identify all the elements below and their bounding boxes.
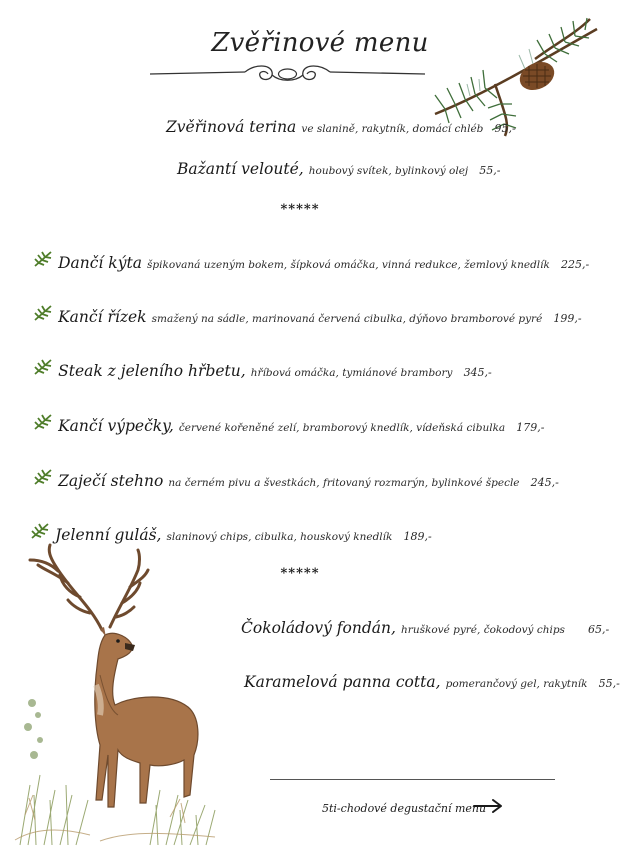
tasting-menu-link[interactable]: 5ti-chodové degustační menu: [322, 802, 487, 815]
arrow-right-icon[interactable]: [474, 798, 504, 814]
dish-price: 65,-: [588, 623, 610, 636]
dish-price: 95,-: [494, 122, 516, 135]
main-item: [33, 304, 582, 326]
dish-description: červené kořeněné zelí, bramborový knedlík, vídeňská cibulka: [178, 422, 506, 434]
dish-name: Steak z jeleního hřbetu,: [58, 362, 246, 380]
section-separator: *****: [280, 566, 320, 581]
dish-price: 345,-: [463, 366, 492, 379]
dish-name: Zaječí stehno: [58, 472, 164, 490]
dish-name: Zvěřinová terina: [166, 118, 297, 136]
dish-description: smažený na sádle, marinovaná červená cibulka, dýňovo bramborové pyré: [151, 313, 543, 325]
dish-price: 189,-: [403, 530, 432, 543]
menu-title: Zvěřinové menu: [211, 28, 429, 58]
section-separator: *****: [280, 202, 320, 217]
dish-name: Čokoládový fondán,: [241, 619, 396, 637]
dessert-item: [244, 672, 620, 691]
main-item: [33, 250, 589, 272]
dish-description: hruškové pyré, čokodový chips: [401, 624, 565, 636]
main-item: [33, 358, 492, 380]
leaf-bullet-icon: [33, 250, 53, 268]
dish-price: 55,-: [479, 164, 501, 177]
dish-price: 55,-: [598, 677, 620, 690]
deer-illustration: [10, 545, 220, 845]
dish-price: 245,-: [530, 476, 559, 489]
dish-description: slaninový chips, cibulka, houskový knedlík: [166, 531, 393, 543]
dish-name: Kančí řízek: [58, 308, 147, 326]
dish-price: 199,-: [553, 312, 582, 325]
leaf-bullet-icon: [33, 413, 53, 431]
dish-description: špikovaná uzeným bokem, šípková omáčka, vinná redukce, žemlový knedlík: [147, 259, 550, 271]
dish-description: pomerančový gel, rakytník: [445, 678, 588, 690]
leaf-bullet-icon: [33, 468, 53, 486]
leaf-bullet-icon: [33, 304, 53, 322]
starter-item: [166, 117, 516, 136]
dish-price: 225,-: [560, 258, 590, 271]
main-item: [33, 468, 559, 490]
dish-name: Kančí výpečky,: [58, 417, 174, 435]
dish-name: Jelenní guláš,: [55, 526, 162, 544]
dish-name: Karamelová panna cotta,: [244, 673, 441, 691]
dish-description: houbový svítek, bylinkový olej: [308, 165, 469, 177]
dish-description: hříbová omáčka, tymiánové brambory: [250, 367, 453, 379]
dish-name: Bažantí velouté,: [177, 160, 304, 178]
dish-name: Dančí kýta: [58, 254, 142, 272]
dish-price: 179,-: [516, 421, 545, 434]
flourish-divider: [150, 62, 425, 86]
dish-description: ve slanině, rakytník, domácí chléb: [301, 123, 484, 135]
footer-rule: [270, 779, 555, 780]
leaf-bullet-icon: [30, 522, 50, 540]
dish-description: na černém pivu a švestkách, fritovaný rozmarýn, bylinkové špecle: [168, 477, 520, 489]
leaf-bullet-icon: [33, 358, 53, 376]
main-item: [30, 522, 432, 544]
starter-item: [177, 159, 501, 178]
dessert-item: [241, 618, 609, 637]
main-item: [33, 413, 545, 435]
